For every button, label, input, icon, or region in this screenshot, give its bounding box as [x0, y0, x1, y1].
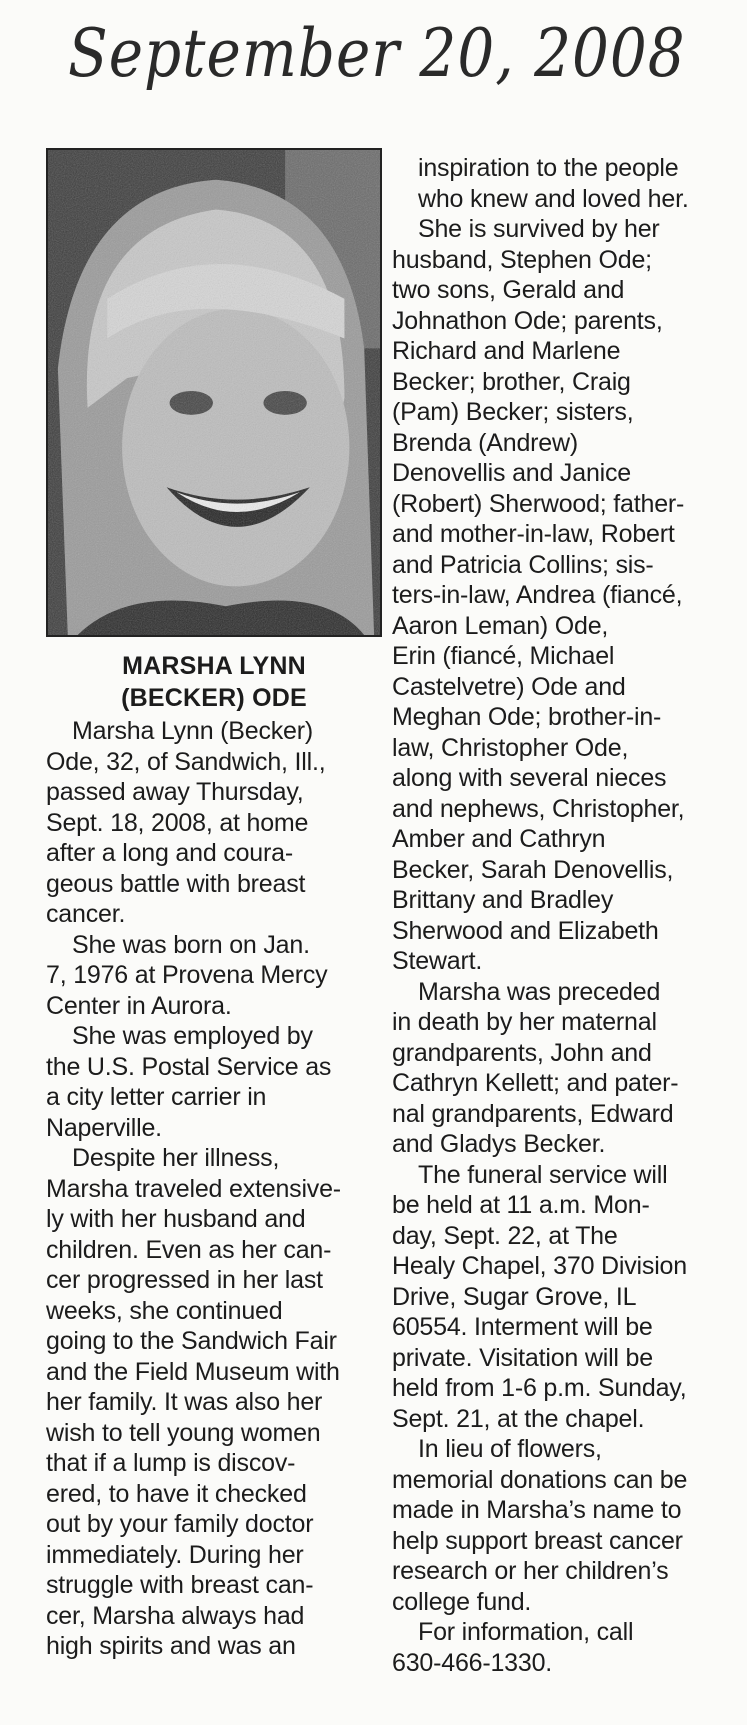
text-line: Drive, Sugar Grove, IL	[392, 1282, 637, 1311]
text-line: For information, call	[418, 1618, 634, 1646]
text-line: 7, 1976 at Provena Mercy	[46, 961, 328, 989]
text-line: out by your family doctor	[46, 1510, 314, 1538]
heading-line-name: MARSHA LYNN	[122, 652, 306, 680]
text-line: Sherwood and Elizabeth	[392, 916, 659, 945]
text-line: passed away Thursday,	[46, 778, 304, 806]
text-line: weeks, she continued	[46, 1296, 283, 1325]
text-line: ters-in-law, Andrea (fiancé,	[392, 581, 683, 609]
text-line: made in Marsha’s name to	[392, 1496, 682, 1524]
text-line: memorial donations can be	[392, 1465, 688, 1494]
text-line: nal grandparents, Edward	[392, 1099, 674, 1128]
text-line: be held at 11 a.m. Mon-	[392, 1191, 650, 1219]
text-line: Becker; brother, Craig	[392, 367, 631, 396]
text-line: cancer.	[46, 900, 126, 928]
text-line: college fund.	[392, 1587, 532, 1616]
handwritten-date: September 20, 2008	[68, 14, 686, 93]
text-line: held from 1-6 p.m. Sunday,	[392, 1374, 687, 1402]
text-line: who knew and loved her.	[418, 184, 689, 213]
text-line: Marsha traveled extensive-	[46, 1174, 341, 1203]
text-line: private. Visitation will be	[392, 1343, 653, 1372]
text-line: Center in Aurora.	[46, 991, 232, 1020]
text-line: Naperville.	[46, 1113, 162, 1142]
text-line: Marsha Lynn (Becker)	[72, 717, 313, 745]
text-line: law, Christopher Ode,	[392, 733, 629, 762]
portrait-photo	[46, 148, 382, 637]
text-line: the U.S. Postal Service as	[46, 1052, 332, 1081]
text-line: She was born on Jan.	[72, 930, 310, 959]
text-line: Healy Chapel, 370 Division	[392, 1252, 687, 1280]
text-line: Meghan Ode; brother-in-	[392, 703, 662, 731]
text-line: inspiration to the people	[418, 154, 679, 182]
text-line: Castelvetre) Ode and	[392, 672, 626, 701]
text-line: geous battle with breast	[46, 869, 306, 898]
text-line: Sept. 18, 2008, at home	[46, 808, 309, 837]
text-line: Richard and Marlene	[392, 337, 621, 365]
text-line: Johnathon Ode; parents,	[392, 306, 663, 335]
text-line: that if a lump is discov-	[46, 1449, 296, 1477]
text-line: struggle with breast can-	[46, 1571, 314, 1599]
text-line: her family. It was also her	[46, 1388, 323, 1416]
text-line: cer, Marsha always had	[46, 1601, 305, 1630]
text-line: along with several nieces	[392, 764, 667, 792]
text-line: Ode, 32, of Sandwich, Ill.,	[46, 747, 326, 776]
text-line: Despite her illness,	[72, 1144, 280, 1172]
text-line: cer progressed in her last	[46, 1266, 323, 1294]
text-line: Amber and Cathryn	[392, 825, 606, 853]
text-line: a city letter carrier in	[46, 1083, 267, 1111]
text-line: day, Sept. 22, at The	[392, 1221, 618, 1250]
text-line: In lieu of flowers,	[418, 1435, 602, 1463]
text-line: (Robert) Sherwood; father-	[392, 489, 685, 518]
text-line: 60554. Interment will be	[392, 1313, 653, 1341]
text-line: Aaron Leman) Ode,	[392, 611, 609, 640]
text-line: and Patricia Collins; sis-	[392, 550, 654, 579]
text-line: and the Field Museum with	[46, 1357, 340, 1386]
text-line: two sons, Gerald and	[392, 276, 625, 304]
text-line: Erin (fiancé, Michael	[392, 642, 615, 670]
text-line: Denovellis and Janice	[392, 459, 632, 487]
text-line: help support breast cancer	[392, 1526, 683, 1555]
text-line: grandparents, John and	[392, 1038, 652, 1067]
heading-line-maiden-name: (BECKER) ODE	[121, 684, 307, 712]
text-line: Sept. 21, at the chapel.	[392, 1404, 645, 1433]
text-line: She is survived by her	[418, 215, 660, 243]
text-line: Stewart.	[392, 947, 483, 975]
text-line: Brenda (Andrew)	[392, 428, 578, 457]
text-line: husband, Stephen Ode;	[392, 245, 652, 274]
text-line: going to the Sandwich Fair	[46, 1327, 337, 1355]
text-line: high spirits and was an	[46, 1632, 296, 1660]
right-column-text	[392, 153, 689, 1678]
text-line: and Gladys Becker.	[392, 1130, 606, 1158]
text-line: Brittany and Bradley	[392, 886, 614, 914]
obituary-heading	[46, 650, 382, 714]
text-line: Becker, Sarah Denovellis,	[392, 855, 674, 884]
text-line: The funeral service will	[418, 1160, 668, 1189]
text-line: children. Even as her can-	[46, 1235, 332, 1264]
text-line: wish to tell young women	[46, 1418, 321, 1447]
text-line: research or her children’s	[392, 1557, 669, 1585]
text-line: (Pam) Becker; sisters,	[392, 398, 634, 426]
text-line: 630-466-1330.	[392, 1648, 553, 1677]
text-line: She was employed by	[72, 1022, 313, 1050]
text-line: ered, to have it checked	[46, 1479, 307, 1508]
text-line: Marsha was preceded	[418, 977, 661, 1006]
text-line: ly with her husband and	[46, 1205, 306, 1233]
text-line: and mother-in-law, Robert	[392, 520, 675, 548]
text-line: immediately. During her	[46, 1540, 304, 1569]
portrait-image	[48, 150, 380, 635]
left-column-text	[46, 716, 341, 1662]
text-line: Cathryn Kellett; and pater-	[392, 1069, 679, 1097]
text-line: and nephews, Christopher,	[392, 794, 685, 823]
text-line: in death by her maternal	[392, 1008, 657, 1036]
text-line: after a long and coura-	[46, 839, 293, 867]
